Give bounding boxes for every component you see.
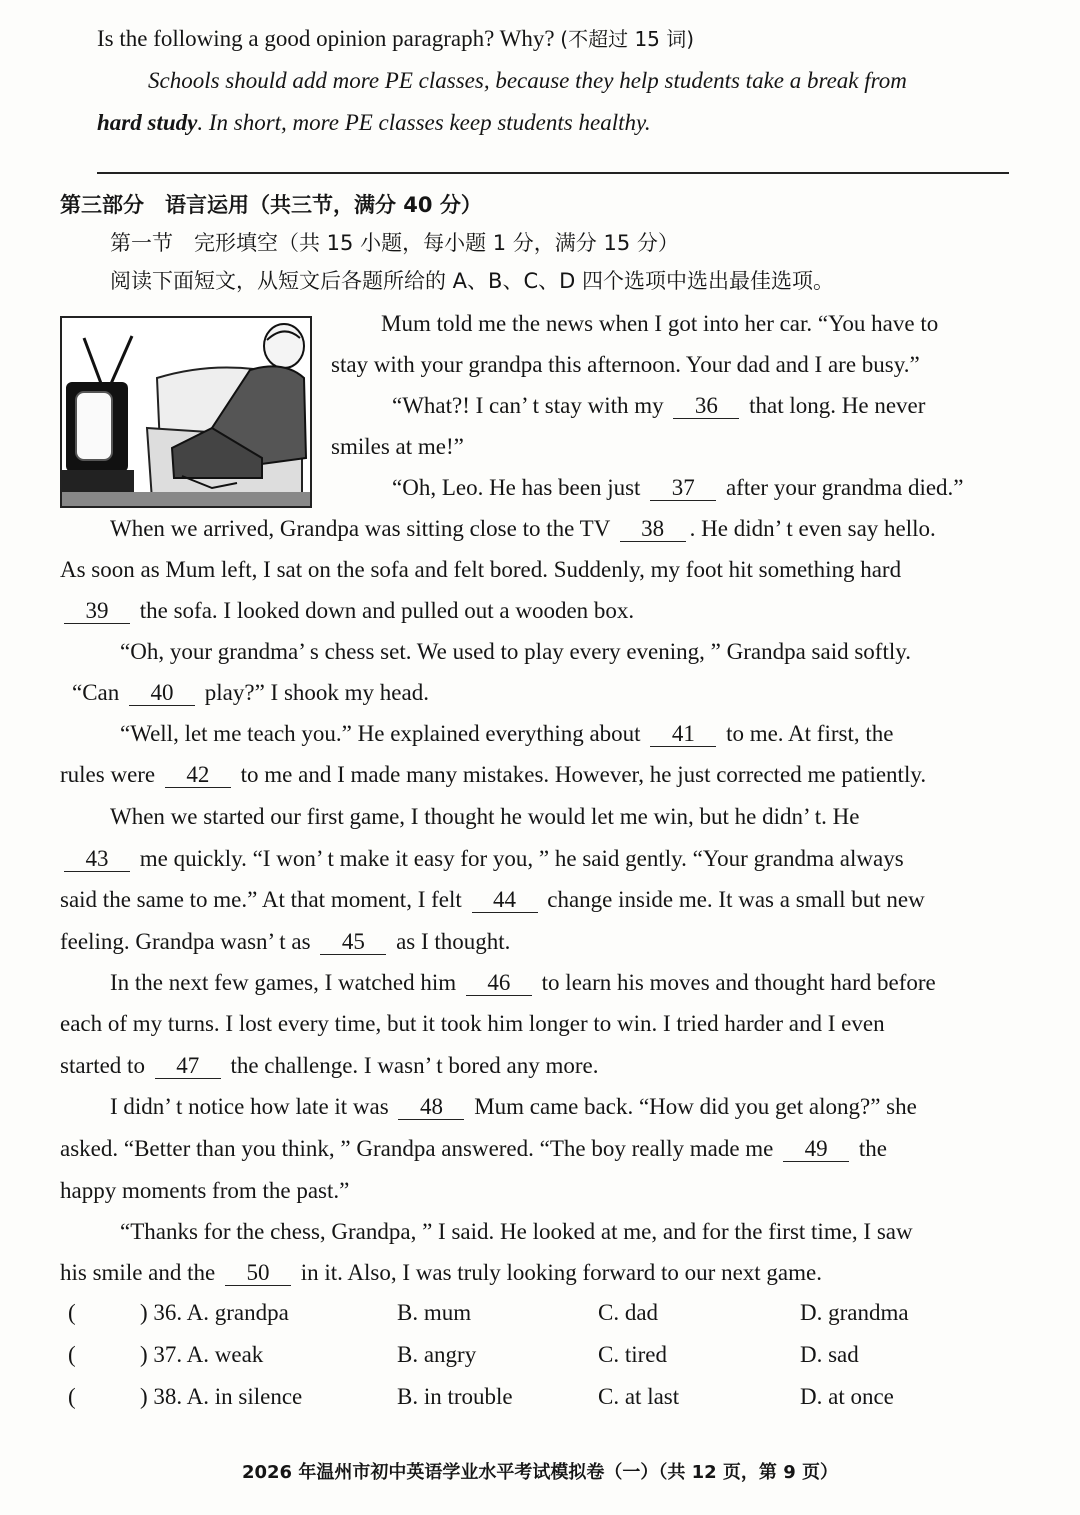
option-b: B. in trouble: [397, 1384, 513, 1409]
illustration-grandpa-tv: [60, 316, 312, 508]
passage-line: Mum told me the news when I got into her car. “You have to: [381, 311, 939, 336]
question-text: Is the following a good opinion paragraph? Why?: [97, 26, 555, 51]
passage-text: asked. “Better than you think, ” Grandpa answered. “The boy really made me: [60, 1136, 774, 1161]
blank-49: 49: [783, 1137, 849, 1162]
passage-line: When we started our first game, I thought he would let me win, but he didn’ t. He: [110, 804, 860, 829]
passage-text: When we arrived, Grandpa was sitting close to the TV: [110, 516, 610, 541]
passage-text: the: [858, 1136, 887, 1161]
option-c: C. tired: [598, 1342, 667, 1367]
passage-text: in it. Also, I was truly looking forward to our next game.: [300, 1260, 822, 1285]
blank-38: 38: [620, 517, 686, 542]
passage-line: [60, 1045, 599, 1086]
passage-line: smiles at me!”: [331, 434, 464, 459]
passage-line: each of my turns. I lost every time, but it took him longer to win. I tried harder and I even: [60, 1011, 885, 1036]
option-c: C. dad: [598, 1300, 659, 1325]
passage-text: that long. He never: [749, 393, 926, 418]
blank-50: 50: [225, 1261, 291, 1286]
passage-line: [60, 879, 925, 920]
question-36-options: [60, 1294, 1040, 1336]
passage-line: stay with your grandpa this afternoon. Your dad and I are busy.”: [331, 352, 920, 377]
passage-line: [110, 962, 936, 1003]
question-37-options: [60, 1336, 1040, 1378]
page-footer: 2026 年温州市初中英语学业水平考试模拟卷（一）（共 12 页，第 9 页）: [241, 1462, 838, 1483]
blank-44: 44: [472, 888, 538, 913]
bold-phrase: hard study: [97, 110, 198, 135]
passage-text: In the next few games, I watched him: [110, 970, 457, 995]
passage-text: Mum came back. “How did you get along?” she: [474, 1094, 917, 1119]
question-38-options: [60, 1378, 1040, 1420]
option-b: B. mum: [397, 1300, 472, 1325]
passage-text: after your grandma died.”: [725, 475, 964, 500]
passage-line: [120, 713, 893, 754]
option-d: D. sad: [800, 1342, 859, 1367]
passage-text: me quickly. “I won’ t make it easy for you, ” he said gently. “Your grandma always: [139, 846, 904, 871]
blank-45: 45: [320, 930, 386, 955]
passage-line: [60, 754, 926, 795]
option-d: D. grandma: [800, 1300, 909, 1325]
passage-line: [110, 1086, 917, 1127]
passage-text: as I thought.: [396, 929, 511, 954]
answer-options: [60, 1294, 1040, 1420]
blank-43: 43: [64, 847, 130, 872]
blank-42: 42: [165, 763, 231, 788]
passage-text: change inside me. It was a small but new: [547, 887, 925, 912]
option-a: ) 38. A. in silence: [140, 1384, 303, 1409]
passage-text: I didn’ t notice how late it was: [110, 1094, 389, 1119]
passage-text: play?” I shook my head.: [204, 680, 429, 705]
option-a: ) 36. A. grandpa: [140, 1300, 289, 1325]
passage-line: [392, 385, 925, 426]
passage-text: the challenge. I wasn’ t bored any more.: [230, 1053, 599, 1078]
blank-48: 48: [398, 1095, 464, 1120]
passage-text: “Can: [72, 680, 120, 705]
passage-line: [60, 921, 510, 962]
passage-line: [72, 672, 429, 713]
passage-line: [60, 1128, 887, 1169]
sample-paragraph-line-1: Schools should add more PE classes, because they help students take a break from: [148, 68, 907, 93]
passage-line: happy moments from the past.”: [60, 1178, 350, 1203]
option-b: B. angry: [397, 1342, 477, 1367]
passage-text: to me and I made many mistakes. However, he just corrected me patiently.: [240, 762, 927, 787]
answer-paren[interactable]: (: [68, 1300, 76, 1325]
passage-text: to me. At first, the: [726, 721, 894, 746]
word-limit: (不超过 15 词): [560, 27, 695, 51]
part-title: 第三部分 语言运用（共三节，满分 40 分）: [60, 193, 482, 217]
passage-line: [110, 508, 936, 549]
passage-text: his smile and the: [60, 1260, 216, 1285]
passage-text: “Well, let me teach you.” He explained everything about: [120, 721, 641, 746]
passage-line: [60, 590, 634, 631]
passage-text: “Oh, Leo. He has been just: [392, 475, 641, 500]
blank-39: 39: [64, 599, 130, 624]
passage-text: started to: [60, 1053, 145, 1078]
passage-line: “Thanks for the chess, Grandpa, ” I said. He looked at me, and for the first time, I saw: [120, 1219, 913, 1244]
sub-title: 第一节 完形填空（共 15 小题，每小题 1 分，满分 15 分）: [110, 231, 679, 255]
answer-paren[interactable]: (: [68, 1384, 76, 1409]
option-a: ) 37. A. weak: [140, 1342, 264, 1367]
passage-text: the sofa. I looked down and pulled out a wooden box.: [139, 598, 635, 623]
option-c: C. at last: [598, 1384, 680, 1409]
instruction: 阅读下面短文，从短文后各题所给的 A、B、C、D 四个选项中选出最佳选项。: [110, 269, 834, 293]
sample-paragraph-line-2: [97, 102, 651, 143]
passage-text: “What?! I can’ t stay with my: [392, 393, 664, 418]
passage-text: . He didn’ t even say hello.: [689, 516, 936, 541]
passage-text: said the same to me.” At that moment, I felt: [60, 887, 462, 912]
blank-47: 47: [155, 1054, 221, 1079]
blank-36: 36: [673, 394, 739, 419]
question-prompt: [97, 18, 694, 60]
answer-paren[interactable]: (: [68, 1342, 76, 1367]
option-d: D. at once: [800, 1384, 894, 1409]
passage-text: to learn his moves and thought hard before: [541, 970, 936, 995]
passage-line: As soon as Mum left, I sat on the sofa and felt bored. Suddenly, my foot hit something hard: [60, 557, 902, 582]
blank-37: 37: [650, 476, 716, 501]
passage-text: rules were: [60, 762, 156, 787]
blank-46: 46: [466, 971, 532, 996]
passage-line: “Oh, your grandma’ s chess set. We used to play every evening, ” Grandpa said softly.: [120, 639, 911, 664]
answer-line: [97, 172, 1009, 174]
passage-line: [60, 838, 904, 879]
blank-40: 40: [129, 681, 195, 706]
passage-text: feeling. Grandpa wasn’ t as: [60, 929, 311, 954]
passage-line: [60, 1252, 822, 1293]
passage-line: [392, 467, 964, 508]
paragraph-rest: . In short, more PE classes keep students healthy.: [197, 110, 651, 135]
blank-41: 41: [650, 722, 716, 747]
